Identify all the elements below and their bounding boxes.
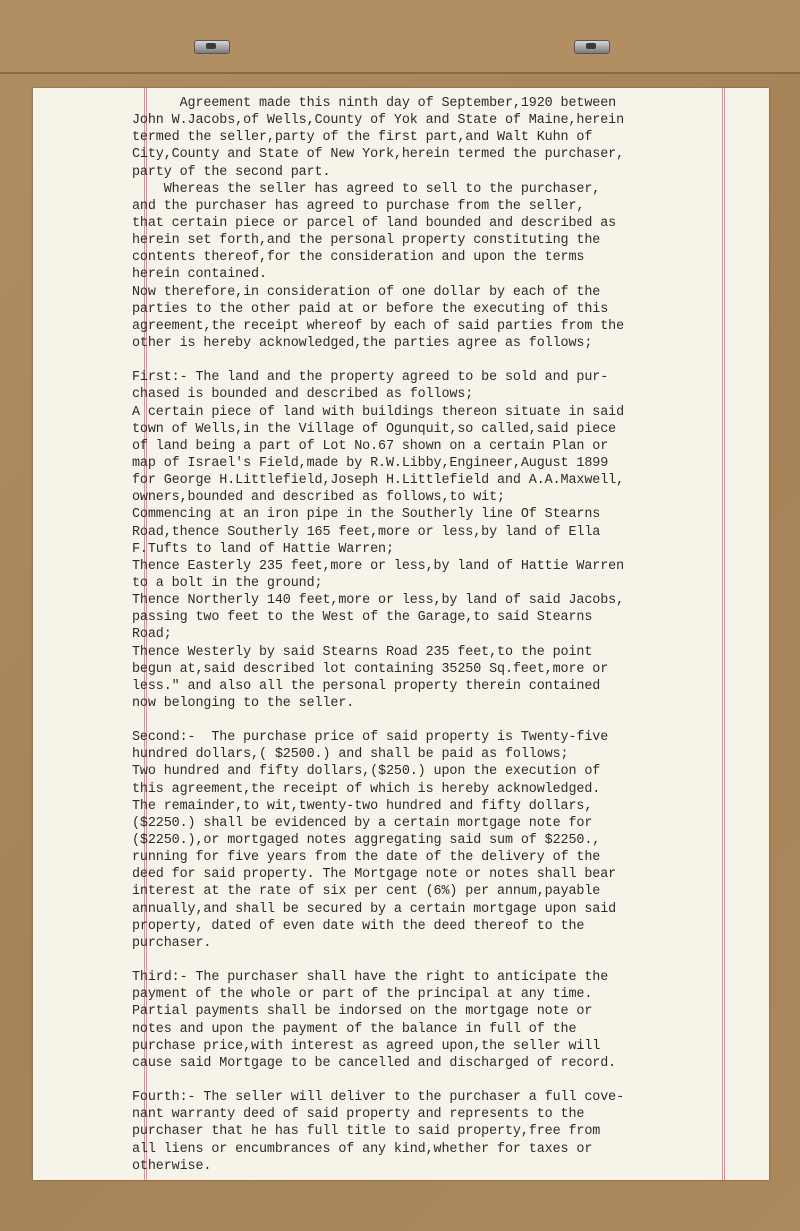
document-line: running for five years from the date of the delivery of the [132,850,601,866]
document-line: owners,bounded and described as follows,to wit; [132,490,505,506]
document-line: and the purchaser has agreed to purchase from the seller, [132,198,585,214]
top-mounting-strip [0,0,800,74]
document-line: property, dated of even date with the deed thereof to the [132,918,585,934]
document-line: town of Wells,in the Village of Ogunquit,so called,said piece [132,421,617,437]
document-line: Road; [132,627,172,643]
document-line: now belonging to the seller. [132,695,355,711]
document-line: deed for said property. The Mortgage note or notes shall bear [132,867,617,883]
document-line: cause said Mortgage to be cancelled and discharged of record. [132,1055,617,1071]
document-line: that certain piece or parcel of land bounded and described as [132,215,617,231]
document-line: Whereas the seller has agreed to sell to the purchaser, [132,181,601,197]
document-line: Now therefore,in consideration of one dollar by each of the [132,284,601,300]
document-line: nant warranty deed of said property and represents to the [132,1107,585,1123]
document-line: this agreement,the receipt of which is hereby acknowledged. [132,781,601,797]
left-clip-icon [194,40,230,54]
document-line: hundred dollars,( $2500.) and shall be paid as follows; [132,747,569,763]
document-line: map of Israel's Field,made by R.W.Libby,Engineer,August 1899 [132,455,609,471]
paragraph-gap [132,952,744,969]
document-line: Thence Northerly 140 feet,more or less,by land of said Jacobs, [132,593,625,609]
document-line: herein set forth,and the personal property constituting the [132,233,601,249]
document-line: party of the second part. [132,164,331,180]
document-line: Two hundred and fifty dollars,($250.) upon the execution of [132,764,601,780]
document-line: for George H.Littlefield,Joseph H.Littlefield and A.A.Maxwell, [132,473,625,489]
document-line: begun at,said described lot containing 35250 Sq.feet,more or [132,661,609,677]
document-line: parties to the other paid at or before the executing of this [132,301,609,317]
document-line: passing two feet to the West of the Garage,to said Stearns [132,610,593,626]
document-line: purchaser that he has full title to said property,free from [132,1124,601,1140]
document-line: F.Tufts to land of Hattie Warren; [132,541,394,557]
document-line: termed the seller,party of the first part,and Walt Kuhn of [132,130,593,146]
document-line: payment of the whole or part of the principal at any time. [132,987,593,1003]
document-line: The remainder,to wit,twenty-two hundred and fifty dollars, [132,798,593,814]
document-line: Third:- The purchaser shall have the right to anticipate the [132,970,609,986]
paragraph-gap [132,352,744,369]
document-line: annually,and shall be secured by a certain mortgage upon said [132,901,617,917]
document-line: Fourth:- The seller will deliver to the purchaser a full cove- [132,1090,625,1106]
document-body [132,95,744,1175]
document-line: ($2250.),or mortgaged notes aggregating said sum of $2250., [132,833,601,849]
right-clip-icon [574,40,610,54]
document-line: Agreement made this ninth day of September,1920 between [132,96,617,111]
document-line: Thence Easterly 235 feet,more or less,by land of Hattie Warren [132,558,625,574]
document-line: agreement,the receipt whereof by each of said parties from the [132,318,625,334]
document-line: all liens or encumbrances of any kind,whether for taxes or [132,1141,593,1157]
paragraph-gap [132,1072,744,1089]
document-line: otherwise. [132,1158,212,1174]
document-line: Road,thence Southerly 165 feet,more or less,by land of Ella [132,524,601,540]
document-line: herein contained. [132,267,267,283]
document-line: chased is bounded and described as follows; [132,387,474,403]
document-line: First:- The land and the property agreed to be sold and pur- [132,370,609,386]
document-line: Thence Westerly by said Stearns Road 235 feet,to the point [132,644,593,660]
document-line: to a bolt in the ground; [132,575,323,591]
document-line: less." and also all the personal property therein contained [132,678,601,694]
document-line: John W.Jacobs,of Wells,County of Yok and State of Maine,herein [132,113,625,129]
document-line: Commencing at an iron pipe in the Southerly line Of Stearns [132,507,601,523]
document-line: notes and upon the payment of the balance in full of the [132,1021,577,1037]
document-line: other is hereby acknowledged,the parties agree as follows; [132,335,593,351]
document-line: of land being a part of Lot No.67 shown on a certain Plan or [132,438,609,454]
document-line: City,County and State of New York,herein termed the purchaser, [132,147,625,163]
paragraph-gap [132,712,744,729]
document-line: purchaser. [132,935,212,951]
document-line: A certain piece of land with buildings thereon situate in said [132,404,625,420]
document-line: interest at the rate of six per cent (6%) per annum,payable [132,884,601,900]
document-line: Second:- The purchase price of said property is Twenty-five [132,730,609,746]
document-line: Partial payments shall be indorsed on the mortgage note or [132,1004,593,1020]
document-line: purchase price,with interest as agreed upon,the seller will [132,1038,601,1054]
document-line: contents thereof,for the consideration and upon the terms [132,250,585,266]
document-line: ($2250.) shall be evidenced by a certain mortgage note for [132,815,593,831]
